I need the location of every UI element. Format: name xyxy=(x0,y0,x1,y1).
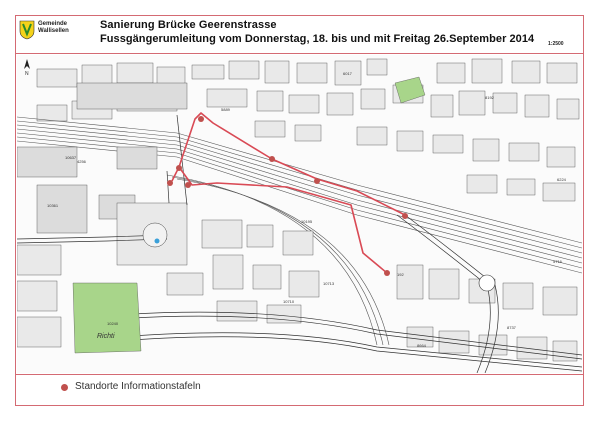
info-marker[interactable] xyxy=(402,213,408,219)
parcel-label: 6224 xyxy=(557,177,566,182)
parcel-label: 10240 xyxy=(107,321,119,326)
parcel-label: 4256 xyxy=(77,159,86,164)
info-marker[interactable] xyxy=(269,156,275,162)
parcel-label: 8737 xyxy=(507,325,516,330)
parcel-label: 10713 xyxy=(323,281,335,286)
municipality-line-1: Gemeinde xyxy=(38,21,68,27)
info-marker[interactable] xyxy=(314,178,320,184)
title-prefix: Sanierung xyxy=(100,19,155,31)
parcel-label: 10637 xyxy=(65,155,77,160)
roundabout xyxy=(479,275,495,291)
city-map[interactable] xyxy=(17,55,582,373)
fountain-icon xyxy=(155,239,160,244)
page-subtitle: Fussgängerumleitung vom Donnerstag, 18. bis und mit Freitag 26.September 2014 xyxy=(100,33,535,45)
svg-text:N: N xyxy=(25,71,29,77)
parcel-label: 6017 xyxy=(343,71,352,76)
info-marker[interactable] xyxy=(198,116,204,122)
parcel-label: 192 xyxy=(397,272,404,277)
scale-label: 1:2500 xyxy=(548,41,564,47)
parcel-label: 10195 xyxy=(301,219,313,224)
page-title xyxy=(100,19,277,31)
parcel-label: 10361 xyxy=(47,203,59,208)
municipality-logo xyxy=(19,20,35,40)
parcel-label: 5889 xyxy=(221,107,230,112)
richti-park xyxy=(73,283,141,353)
title-rest: Brücke Geerenstrasse xyxy=(157,19,277,31)
legend-label: Standorte Informationstafeln xyxy=(75,381,201,392)
parcel-label: 8192 xyxy=(485,95,494,100)
info-marker[interactable] xyxy=(384,270,390,276)
parcel-label: 8664 xyxy=(417,343,426,348)
info-marker[interactable] xyxy=(167,180,173,186)
richti-label: Richti xyxy=(97,333,115,340)
info-marker[interactable] xyxy=(185,182,191,188)
legend-marker-icon xyxy=(61,384,68,391)
parcel-label: 10710 xyxy=(283,299,295,304)
municipality-line-2: Wallisellen xyxy=(38,28,69,34)
plaza-circle xyxy=(143,223,167,247)
info-marker[interactable] xyxy=(176,165,182,171)
municipality-name xyxy=(38,21,69,35)
parcel-label: 5716 xyxy=(553,259,562,264)
